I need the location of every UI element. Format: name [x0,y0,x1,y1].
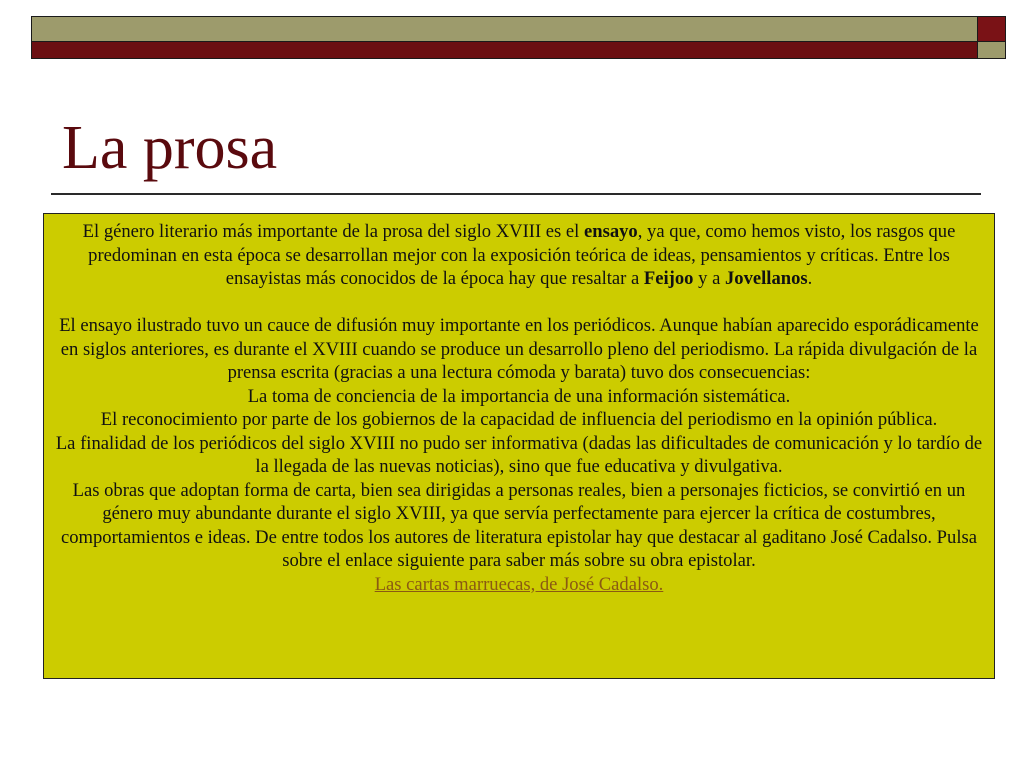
content-box [43,213,995,679]
paragraph-ensayo-text-2: , ya que, como hemos visto, los rasgos que predominan en esta época se desarrollan mejor con la exposición teórica de ideas, pensamientos y críticas. Entre los ensayistas más conocidos de la época hay que resaltar a [88,221,956,289]
paragraph-ensayo [52,220,986,291]
link-line [52,573,986,597]
header-decoration-band [31,16,1006,59]
author-jovellanos: Jovellanos [724,268,808,289]
slide-title: La prosa [62,114,278,182]
paragraph-epistolar: Las obras que adoptan forma de carta, bien sea dirigidas a personas reales, bien a personajes ficticios, se convirtió en un género muy abundante durante el siglo XVIII, ya que servía perfectamente para ejercer la crítica de costumbres, comportamientos e ideas. De entre todos los autores de literatura epistolar hay que destacar al gaditano José Cadalso. Pulsa sobre el enlace siguiente para saber más sobre su obra epistolar. [61,479,977,571]
band-maroon-square [978,17,1005,42]
band-olive-stripe [32,17,978,42]
paragraph-spacer [52,291,986,315]
term-ensayo: ensayo [584,221,638,242]
paragraph-ensayo-text-4: . [807,268,813,289]
cartas-marruecas-link[interactable]: Las cartas marruecas, de José Cadalso. [374,573,664,595]
consequence-1: La toma de conciencia de la importancia de una información sistemática. [247,385,791,407]
title-divider [51,193,981,195]
consequence-2: El reconocimiento por parte de los gobiernos de la capacidad de influencia del periodismo en la opinión pública. [100,409,938,430]
paragraph-finalidad: La finalidad de los periódicos del siglo XVIII no pudo ser informativa (dadas las dificultades de comunicación y lo tardío de la llegada de las nuevas noticias), sino que fue educativa y divulgativa. [55,432,983,477]
paragraph-ensayo-text-3: y a [693,268,725,289]
band-olive-square [978,42,1005,58]
author-feijoo: Feijoo [643,268,694,289]
paragraph-ensayo-text-1: El género literario más importante de la prosa del siglo XVIII es el [82,221,584,242]
band-maroon-stripe [32,42,978,58]
paragraph-periodicos: El ensayo ilustrado tuvo un cauce de difusión muy importante en los periódicos. Aunque habían aparecido esporádicamente en siglos anteriores, es durante el XVIII cuando se produce un desarrollo pleno del periodismo. La rápida divulgación de la prensa escrita (gracias a una lectura cómoda y barata) tuvo dos consecuencias: [59,315,979,383]
